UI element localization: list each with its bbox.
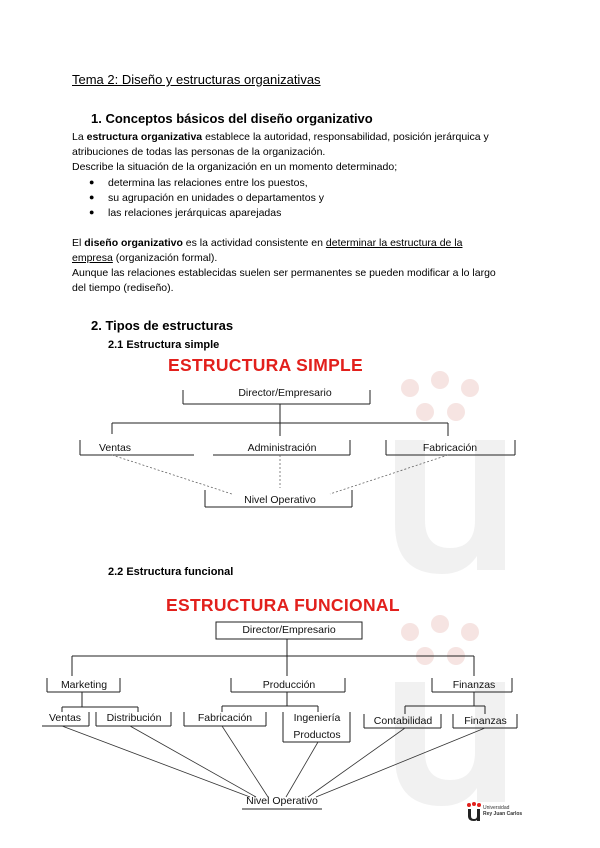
funcional-produccion-box: Producción (262, 679, 316, 691)
list-item: ● determina las relaciones entre los puestos, (89, 177, 308, 189)
funcional-diagram-title: ESTRUCTURA FUNCIONAL (166, 595, 400, 615)
funcional-ingenieria-box: Ingeniería (293, 712, 341, 724)
subheading-simple: 2.1 Estructura simple (108, 339, 220, 351)
list-item: ● las relaciones jerárquicas aparejadas (89, 207, 282, 219)
funcional-director-box: Director/Empresario (242, 624, 336, 636)
funcional-nivel-box: Nivel Operativo (246, 795, 318, 807)
funcional-finanzas-box: Finanzas (452, 679, 496, 691)
university-logo-icon (466, 802, 482, 822)
funcional-finanzas2-box: Finanzas (464, 715, 507, 727)
funcional-marketing-box: Marketing (60, 679, 108, 691)
section1-heading: 1. Conceptos básicos del diseño organizativo (91, 111, 373, 126)
paragraph-1: La estructura organizativa establece la autoridad, responsabilidad, posición jerárquica y atribuciones de todas las personas de la organización. Describe la situación de la organización en un momento determinado; (72, 131, 489, 173)
page-title: Tema 2: Diseño y estructuras organizativas (72, 72, 321, 87)
simple-director-box: Director/Empresario (238, 387, 332, 399)
university-logo (466, 802, 536, 822)
logo-line1: Universidad (483, 805, 510, 811)
subheading-funcional: 2.2 Estructura funcional (108, 566, 234, 578)
funcional-productos-label: Productos (293, 729, 341, 741)
simple-fabricacion-box: Fabricación (422, 442, 478, 454)
paragraph-2: El diseño organizativo es la actividad consistente en determinar la estructura de la empresa (organización formal). Aunque las relaciones establecidas suelen ser permanentes se pueden modificar a lo largo del tiempo (rediseño). (72, 237, 496, 294)
funcional-fabricacion-box: Fabricación (197, 712, 253, 724)
simple-administracion-box: Administración (247, 442, 317, 454)
simple-diagram-title: ESTRUCTURA SIMPLE (168, 355, 364, 375)
funcional-contabilidad-box: Contabilidad (373, 715, 433, 727)
simple-nivel-box: Nivel Operativo (244, 494, 316, 506)
simple-ventas-box: Ventas (98, 442, 132, 454)
list-item: ● su agrupación en unidades o departamentos y (89, 192, 324, 204)
section2-heading: 2. Tipos de estructuras (91, 318, 234, 333)
funcional-distribucion-box: Distribución (106, 712, 162, 724)
term-estructura: estructura organizativa (86, 131, 203, 143)
funcional-ventas-box: Ventas (48, 712, 82, 724)
logo-line2: Rey Juan Carlos (483, 811, 523, 817)
